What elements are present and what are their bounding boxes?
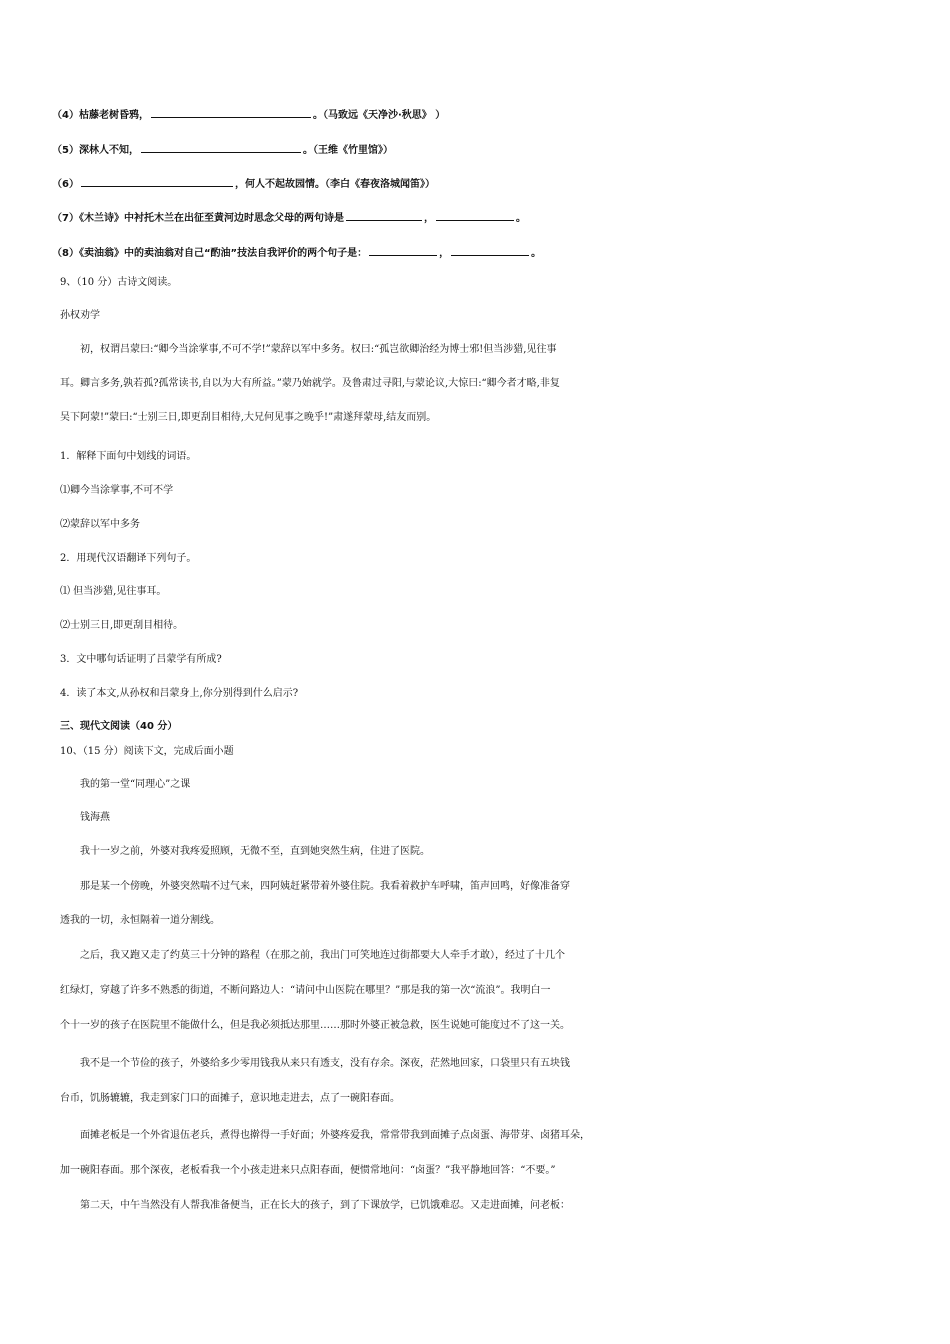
q9-passage-line: 耳。卿言多务,孰若孤?孤常读书,自以为大有所益。”蒙乃始就学。及鲁肃过寻阳,与蒙论议,大惊曰:“卿今者才略,非复 xyxy=(60,378,560,389)
q5-suffix: 。（王维《竹里馆》） xyxy=(302,145,393,156)
q10-paragraph-line: 红绿灯，穿越了许多不熟悉的街道，不断问路边人：“请问中山医院在哪里？”那是我的第一次“流浪”。我明白一 xyxy=(60,985,551,996)
q7-prefix: 《木兰诗》中衬托木兰在出征至黄河边时思念父母的两句诗是 xyxy=(78,213,344,224)
q9-sub1b: ⑵蒙辞以军中多务 xyxy=(60,519,140,530)
q10-paragraph-line: 第二天，中午当然没有人帮我准备便当，正在长大的孩子，到了下课放学，已饥饿难忍。又走进面摊，问老板： xyxy=(80,1200,570,1211)
q10-paragraph-line: 我不是一个节俭的孩子，外婆给多少零用钱我从来只有透支，没有存余。深夜，茫然地回家，口袋里只有五块钱 xyxy=(80,1058,570,1069)
q7-answer-blank-1[interactable] xyxy=(346,205,422,221)
fill-in-q8 xyxy=(0,240,950,264)
q7-answer-blank-2[interactable] xyxy=(436,205,514,221)
q8-answer-blank-1[interactable] xyxy=(369,240,437,256)
q4-answer-blank[interactable] xyxy=(151,102,311,118)
section-3-heading: 三、现代文阅读（40 分） xyxy=(60,721,178,732)
q8-number: （8） xyxy=(52,248,79,259)
fill-in-q4 xyxy=(0,102,950,126)
fill-in-q5 xyxy=(0,137,950,161)
q10-paragraph-line: 个十一岁的孩子在医院里不能做什么，但是我必须抵达那里……那时外婆正被急救，医生说她可能度过不了这一关。 xyxy=(60,1020,570,1031)
q7-separator: ， xyxy=(423,213,434,224)
q6-suffix: ，何人不起故园情。（李白《春夜洛城闻笛》） xyxy=(234,179,435,190)
q10-paragraph-line: 透我的一切，永恒隔着一道分割线。 xyxy=(60,915,220,926)
q9-passage-line: 初，权谓吕蒙曰:“卿今当涂掌事,不可不学!”蒙辞以军中多务。权曰:“孤岂欲卿治经为博士邪!但当涉猎,见往事 xyxy=(80,344,557,355)
q9-sub1a: ⑴卿今当涂掌事,不可不学 xyxy=(60,485,174,496)
q6-answer-blank[interactable] xyxy=(81,171,233,187)
q10-article-author: 钱海燕 xyxy=(80,812,110,823)
q5-prefix: 深林人不知， xyxy=(78,145,139,156)
q10-article-title: 我的第一堂“同理心”之课 xyxy=(80,779,191,790)
q8-prefix: 《卖油翁》中的卖油翁对自己“酌油”技法自我评价的两个句子是： xyxy=(78,248,368,259)
q10-paragraph-line: 面摊老板是一个外省退伍老兵，煮得也擀得一手好面；外婆疼爱我，常常带我到面摊子点卤蛋、海带芽、卤猪耳朵， xyxy=(80,1130,590,1141)
fill-in-q6 xyxy=(0,171,950,195)
q10-heading: 10、（15 分）阅读下文，完成后面小题 xyxy=(60,746,234,757)
q9-heading: 9、（10 分）古诗文阅读。 xyxy=(60,277,178,288)
q4-prefix: 枯藤老树昏鸦， xyxy=(78,110,149,121)
q5-answer-blank[interactable] xyxy=(141,137,301,153)
q10-paragraph-line: 之后，我又跑又走了约莫三十分钟的路程（在那之前，我出门可笑地连过街都要大人牵手才敢），经过了十几个 xyxy=(80,950,565,961)
q10-paragraph-line: 那是某一个傍晚，外婆突然喘不过气来，四阿姨赶紧带着外婆住院。我看着救护车呼啸，笛声回鸣，好像准备穿 xyxy=(80,881,570,892)
q7-number: （7） xyxy=(52,213,79,224)
q10-paragraph-line: 我十一岁之前，外婆对我疼爱照顾，无微不至，直到她突然生病，住进了医院。 xyxy=(80,846,430,857)
q9-passage-line: 吴下阿蒙!”蒙曰:“士别三日,即更刮目相待,大兄何见事之晚乎!”肃遂拜蒙母,结友而别。 xyxy=(60,412,437,423)
q4-suffix: 。（马致远《天净沙·秋思》 ） xyxy=(312,110,446,121)
q9-sub3: 3．文中哪句话证明了吕蒙学有所成? xyxy=(60,654,222,665)
q5-number: （5） xyxy=(52,145,79,156)
q9-sub1: 1．解释下面句中划线的词语。 xyxy=(60,451,197,462)
q10-paragraph-line: 加一碗阳春面。那个深夜，老板看我一个小孩走进来只点阳春面，便惯常地问：“卤蛋？”我平静地回答：“不要。” xyxy=(60,1165,556,1176)
q4-number: （4） xyxy=(52,110,79,121)
fill-in-q7 xyxy=(0,205,950,229)
q8-answer-blank-2[interactable] xyxy=(451,240,529,256)
q7-suffix: 。 xyxy=(515,213,526,224)
q9-sub2a: ⑴ 但当涉猎,见往事耳。 xyxy=(60,586,167,597)
q8-suffix: 。 xyxy=(531,248,542,259)
q9-sub4: 4．读了本文,从孙权和吕蒙身上,你分别得到什么启示? xyxy=(60,688,299,699)
q8-separator: ， xyxy=(439,248,450,259)
q6-number: （6） xyxy=(52,179,79,190)
q9-passage-title: 孙权劝学 xyxy=(60,310,100,321)
q10-paragraph-line: 台币，饥肠辘辘，我走到家门口的面摊子，意识地走进去，点了一碗阳春面。 xyxy=(60,1093,400,1104)
q9-sub2: 2．用现代汉语翻译下列句子。 xyxy=(60,553,197,564)
q9-sub2b: ⑵士别三日,即更刮目相待。 xyxy=(60,620,184,631)
